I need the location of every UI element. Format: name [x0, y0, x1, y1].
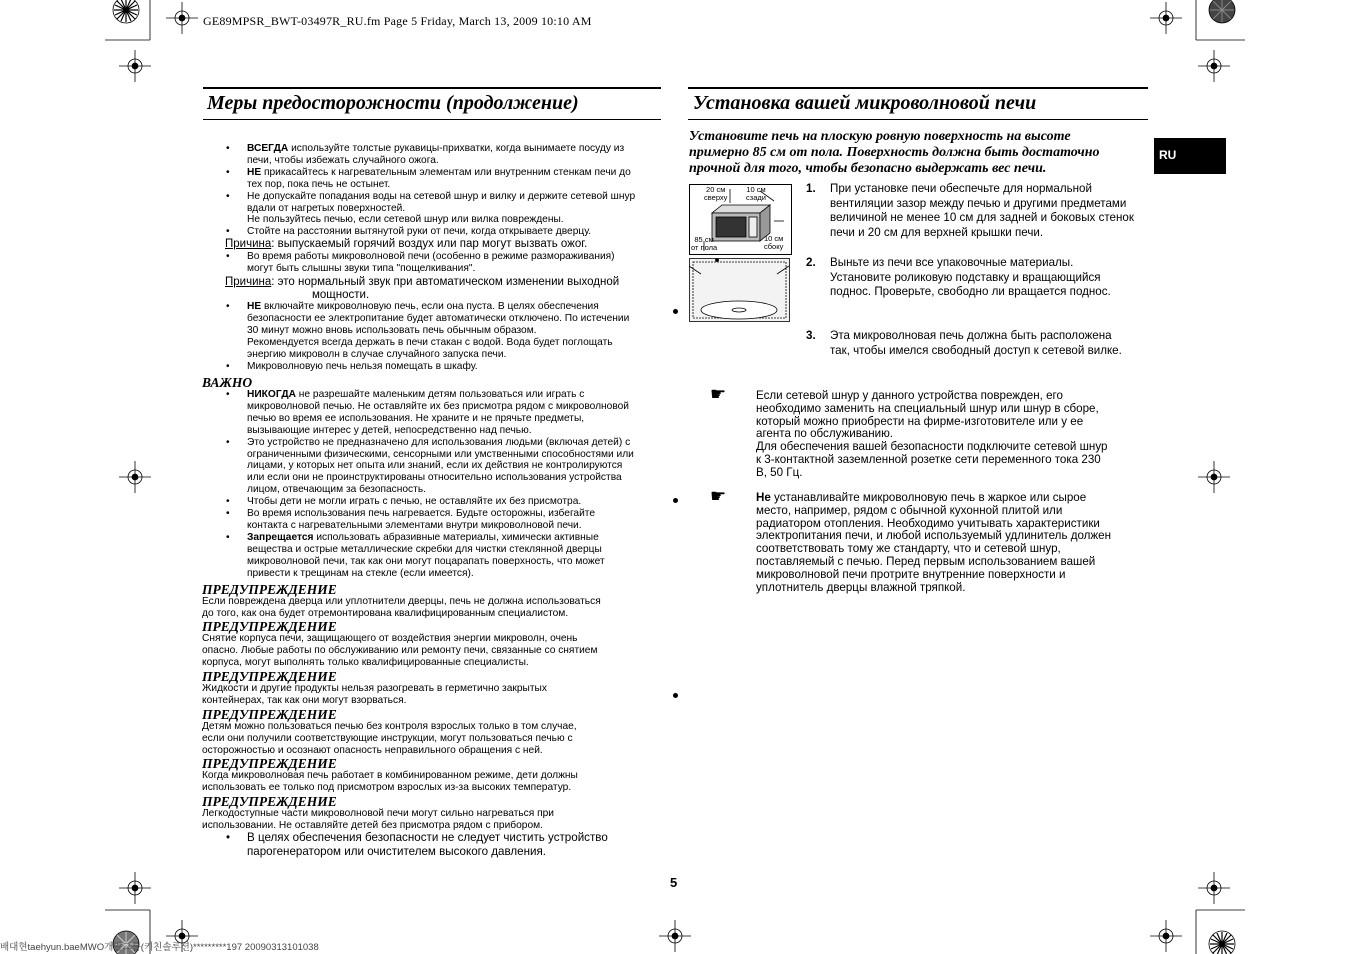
right-page-title: Установка вашей микроволновой печи: [693, 92, 1037, 114]
warning-block-3: ПРЕДУПРЕЖДЕНИЕ Жидкости и другие продукты нельзя разогревать в герметично закрытых контейнерах, так как они могут взорваться.: [202, 669, 547, 706]
important-bullet-hot: • Во время использования печь нагревается. Будьте осторожны, избегайте контакта с нагревательными элементами внутри микроволновой печи.: [226, 508, 596, 531]
bullet-steam-cleaner: • В целях обеспечения безопасности не следует чистить устройство парогенератором или очистителем высокого давления.: [226, 831, 608, 858]
install-step-2: 2. Выньте из печи все упаковочные материалы. Установите роликовую подставку и вращающийся поднос. Проверьте, свободно ли вращается поднос.: [806, 256, 1111, 298]
bullet-cord-water: • Не допускайте попадания воды на сетевой шнур и вилку и держите сетевой шнур вдали от нагретых поверхностей. Не пользуйтесь печью, если сетевой шнур или вилка повреждены.: [226, 190, 636, 226]
language-tab: RU: [1154, 138, 1226, 174]
right-title-top-rule: [688, 87, 1148, 89]
gutter-dot: [673, 309, 678, 314]
warning-block-5: ПРЕДУПРЕЖДЕНИЕ Когда микроволновая печь работает в комбинированном режиме, дети должны использовать ее только под присмотром взрослых из-за высоких температур.: [202, 756, 578, 793]
pointing-hand-icon: ☛: [710, 486, 727, 506]
bullet-dont-touch: • НЕ прикасайтесь к нагревательным элементам или внутренним стенкам печи до тех пор, пока печь не остынет.: [226, 166, 631, 190]
label-top-clearance: 20 см сверху: [704, 185, 728, 202]
turntable-drawing: [689, 258, 790, 322]
bullet-clicking: • Во время работы микроволновой печи (особенно в режиме размораживания) могут быть слышны звуки типа "пощелкивания".: [226, 251, 615, 274]
warning-block-4: ПРЕДУПРЕЖДЕНИЕ Детям можно пользоваться печью без контроля взрослых только в том случае, если они получили соответствующие инструкции, могут пользоваться печью с осторожностью и осознают опасность неправильного обращения с ней.: [202, 707, 577, 756]
warning-block-1: ПРЕДУПРЕЖДЕНИЕ Если повреждена дверца или уплотнители дверцы, печь не должна использоваться до того, как она будет отремонтирована квалифицированным специалистом.: [202, 582, 601, 619]
warning-block-6: ПРЕДУПРЕЖДЕНИЕ Легкодоступные части микроволновой печи могут сильно нагреваться при использовании. Не оставляйте детей без присмотра рядом с прибором.: [202, 794, 554, 831]
bullet-empty-oven: • НЕ включайте микроволновую печь, если она пуста. В целях обеспечения безопасности ее электропитание будет автоматически отключено. По истечении 30 минут можно вновь использовать печь обычным образом. Рекомендуется всегда держать в печи стакан с водой. Вода будет поглощать энергию микроволн в случае случайного запуска печи. • Микроволновую печь нельзя помещать в шкафу.: [202, 301, 662, 372]
page-number: 5: [670, 875, 678, 890]
important-bullet-not-intended: • Это устройство не предназначено для использования людьми (включая детей) с ограниченными физическими, сенсорными или умственными способностями или лицами, у которых нет опыта или знаний, если их действия не контролируются или если они не проинструктированы относительно использования устройства лицом, отвечающим за безопасность.: [226, 436, 634, 496]
gutter-dot: [673, 498, 678, 503]
print-stamp: 배대현taehyun.baeMWO개발그룹(키친솔루션)*********197 20090313101038: [0, 942, 319, 953]
bullet-cabinet: • Микроволновую печь нельзя помещать в шкафу.: [226, 360, 478, 372]
label-floor-height: 85 см от пола: [691, 235, 718, 252]
install-intro: Установите печь на плоскую ровную поверхность на высоте примерно 85 см от пола. Поверхность должна быть достаточно прочной для того, чтобы безопасно выдержать вес печи.: [689, 129, 1100, 176]
note-location: ☛ Не устанавливайте микроволновую печь в жаркое или сырое место, например, рядом с обычной кухонной плитой или радиатором отопления. Необходимо учитывать характеристики электропитания печи, и любой используемый удлинитель должен соответствовать тому же стандарту, что и сетевой шнур, поставляемый с печью. Перед первым использованием вашей микроволновой печи протрите внутренние поверхности и уплотнитель дверцы влажной тряпкой.: [710, 486, 1112, 594]
left-title-bottom-rule: [203, 119, 661, 120]
important-heading: ВАЖНО: [202, 375, 253, 390]
gutter-dot: [673, 693, 678, 698]
install-step-1: 1. При установке печи обеспечьте для нормальной вентиляции зазор между печью и другими предметами величиной не менее 10 см для задней и боковых стенок печи и 20 см для верхней крышки печи.: [806, 182, 1134, 239]
left-bullets-top: [202, 143, 662, 238]
clearance-diagram: [689, 184, 792, 255]
turntable-illustration: [689, 258, 790, 322]
important-bullet-supervise: • Чтобы дети не могли играть с печью, не оставляйте их без присмотра.: [226, 496, 582, 508]
important-bullet-never: • НИКОГДА не разрешайте маленьким детям пользоваться или играть с микроволновой печью. Не оставляйте их без присмотра рядом с микроволновой печью во время ее использования. Не храните и не прячьте предметы, вызывающие интерес у детей, непосредственно над печью.: [226, 389, 629, 436]
important-bullet-abrasive: • Запрещается использовать абразивные материалы, химически активные вещества и острые металлические скребки для чистки стеклянной дверцы микроволновой печи, так как они могут поцарапать поверхность, что может привести к трещинам на стекле (если имеется).: [226, 531, 605, 579]
right-title-bottom-rule: [688, 119, 1148, 120]
left-page-title: Меры предосторожности (продолжение): [207, 92, 579, 114]
left-title-top-rule: [203, 87, 661, 89]
warning-block-2: ПРЕДУПРЕЖДЕНИЕ Снятие корпуса печи, защищающего от воздействия энергии микроволн, очень опасно. Любые работы по обслуживанию или ремонту печи, связанные со снятием корпуса, могут выполнять только квалифицированные специалисты.: [202, 619, 598, 668]
pointing-hand-icon: ☛: [710, 384, 727, 404]
note-power-cord: ☛ Если сетевой шнур у данного устройства поврежден, его необходимо заменить на специальный шнур или шнур в сборе, который можно приобрести на фирме-изготовителе или у ее агента по обслуживанию. Для обеспечения вашей безопасности подключите сетевой шнур к 3-контактной заземленной розетке сети переменного тока 230 В, 50 Гц.: [710, 384, 1108, 479]
bullet-always: • ВСЕГДА используйте толстые рукавицы-прихватки, когда вынимаете посуду из печи, чтобы избежать случайного ожога.: [226, 143, 625, 166]
file-header: GE89MPSR_BWT-03497R_RU.fm Page 5 Friday, March 13, 2009 10:10 AM: [203, 14, 592, 28]
label-side-clearance: 10 см сбоку: [764, 234, 784, 251]
reason-1: Причина: выпускаемый горячий воздух или пар могут вызвать ожог.: [225, 238, 588, 250]
label-back-clearance: 10 см сзади: [746, 185, 766, 202]
important-bullets: [202, 389, 662, 580]
install-step-3: 3. Эта микроволновая печь должна быть расположена так, чтобы имелся свободный доступ к сетевой вилке.: [806, 329, 1122, 357]
reason-2: Причина: это нормальный звук при автоматическом изменении выходной мощности.: [225, 276, 620, 301]
bullet-stand-distance: • Стойте на расстоянии вытянутой руки от печи, когда открываете дверцу.: [226, 226, 592, 238]
